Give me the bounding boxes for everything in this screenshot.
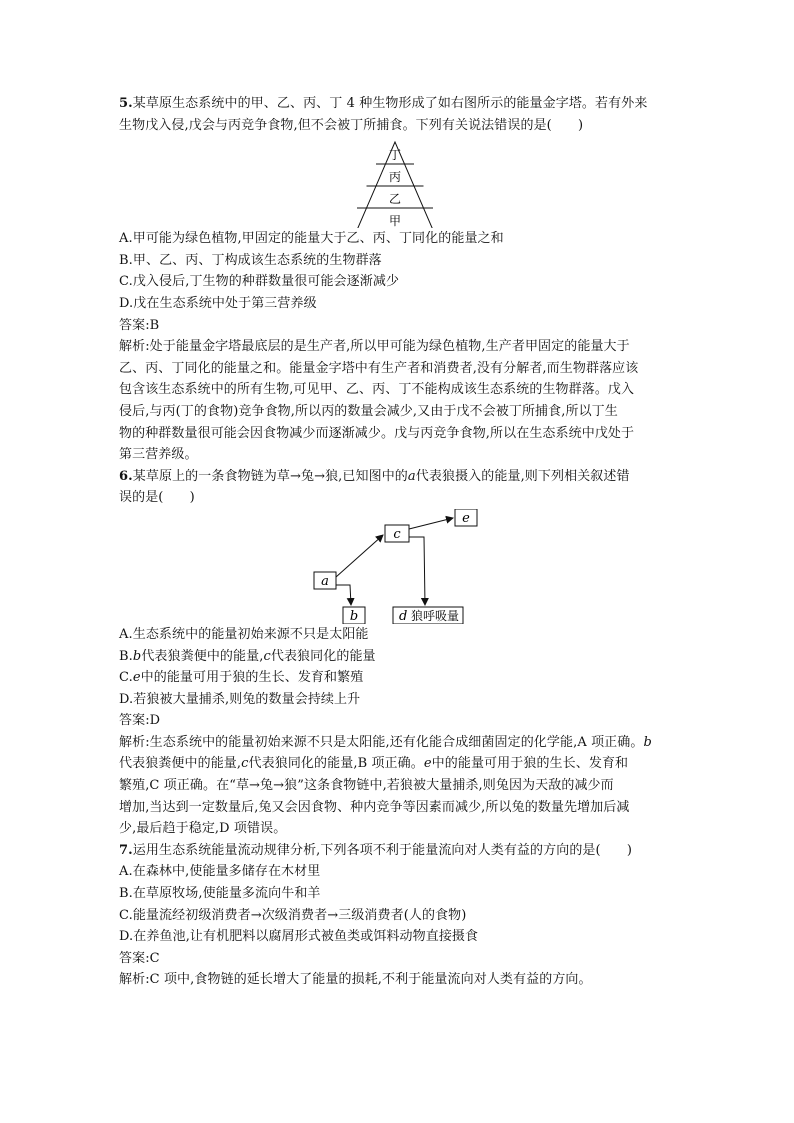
pyramid-level-jia: 甲 <box>388 214 402 229</box>
q5-analysis-line: 乙、丙、丁同化的能量之和。能量金字塔中有生产者和消费者,没有分解者,而生物群落应该 <box>119 360 639 376</box>
svg-text:a: a <box>321 573 329 589</box>
q5-option-b: B.甲、乙、丙、丁构成该生态系统的生物群落 <box>119 252 382 268</box>
document-page <box>119 93 697 991</box>
q7-option-c: C.能量流经初级消费者→次级消费者→三级消费者(人的食物) <box>119 907 467 923</box>
q5-analysis-line: 物的种群数量很可能会因食物减少而逐渐减少。戊与丙竞争食物,所以在生态系统中戊处于 <box>119 425 635 441</box>
svg-text:c: c <box>393 526 401 542</box>
q7-stem: 7.运用生态系统能量流动规律分析,下列各项不利于能量流向对人类有益的方向的是( ) <box>119 842 633 858</box>
q6-option-c: C.e中的能量可用于狼的生长、发育和繁殖 <box>119 670 364 686</box>
arrow-c-to-e <box>409 518 453 529</box>
q6-option-d: D.若狼被大量捕杀,则兔的数量会持续上升 <box>119 691 361 707</box>
pyramid-level-ding: 丁 <box>388 148 402 163</box>
q5-stem-line-2: 生物戊入侵,戊会与丙竞争食物,但不会被丁所捕食。下列有关说法错误的是( ) <box>119 117 584 133</box>
q5-analysis-line: 侵后,与丙(丁的食物)竞争食物,所以丙的数量会减少,又由于戊不会被丁所捕食,所以丁生 <box>119 403 618 419</box>
q6-number: 6. <box>119 468 133 484</box>
q7-option-d: D.在养鱼池,让有机肥料以腐屑形式被鱼类或饵料动物直接摄食 <box>119 929 479 945</box>
q6-stem-line-1: 6.某草原上的一条食物链为草→兔→狼,已知图中的a代表狼摄入的能量,则下列相关叙述错 <box>119 468 630 484</box>
q6-analysis-line: 解析:生态系统中的能量初始来源不只是太阳能,还有化能合成细菌固定的化学能,A 项正确。b <box>119 734 652 750</box>
q6-option-a: A.生态系统中的能量初始来源不只是太阳能 <box>119 626 369 642</box>
q7-number: 7. <box>119 842 133 858</box>
q6-analysis-line: 增加,当达到一定数量后,兔又会因食物、种内竞争等因素而减少,所以兔的数量先增加后减 <box>119 799 630 815</box>
q6-analysis-line: 少,最后趋于稳定,D 项错误。 <box>119 821 287 837</box>
q7-option-b: B.在草原牧场,使能量多流向牛和羊 <box>119 886 321 902</box>
energy-pyramid <box>119 136 697 228</box>
q6-analysis-line: 代表狼粪便中的能量,c代表狼同化的能量,B 项正确。e中的能量可用于狼的生长、发育和 <box>119 756 629 772</box>
arrow-c-to-d <box>409 537 425 605</box>
q7-analysis: 解析:C 项中,食物链的延长增大了能量的损耗,不利于能量流向对人类有益的方向。 <box>119 972 592 988</box>
pyramid-level-yi: 乙 <box>388 192 402 207</box>
q5-option-a: A.甲可能为绿色植物,甲固定的能量大于乙、丙、丁同化的能量之和 <box>119 231 504 247</box>
svg-text:e: e <box>462 510 470 526</box>
arrow-a-to-b <box>336 585 351 605</box>
svg-text:d: d <box>399 608 408 624</box>
q5-stem-line-1: 5.某草原生态系统中的甲、乙、丙、丁 4 种生物形成了如右图所示的能量金字塔。若有外来 <box>119 96 648 111</box>
q6-option-b: B.b代表狼粪便中的能量,c代表狼同化的能量 <box>119 648 376 664</box>
q5-option-d: D.戊在生态系统中处于第三营养级 <box>119 295 317 311</box>
q6-answer: 答案:D <box>119 713 161 729</box>
energy-flow-diagram-figure <box>119 509 697 624</box>
pyramid-level-bing: 丙 <box>388 170 402 185</box>
q5-analysis-line: 包含该生态系统中的所有生物,可见甲、乙、丙、丁不能构成该生态系统的生物群落。戊入 <box>119 382 635 398</box>
arrow-a-to-c <box>336 535 383 577</box>
energy-pyramid-figure <box>119 136 697 228</box>
q6-stem-line-2: 误的是( ) <box>119 490 195 506</box>
svg-text:b: b <box>349 608 359 624</box>
q5-answer: 答案:B <box>119 317 160 333</box>
q5-number: 5. <box>119 96 133 111</box>
q5-option-c: C.戊入侵后,丁生物的种群数量很可能会逐渐减少 <box>119 274 400 290</box>
q7-answer: 答案:C <box>119 950 160 966</box>
box-d-label: 狼呼吸量 <box>411 608 460 623</box>
q6-analysis-line: 繁殖,C 项正确。在“草→兔→狼”这条食物链中,若狼被大量捕杀,则兔因为天敌的减少而 <box>119 778 614 794</box>
q7-option-a: A.在森林中,使能量多储存在木材里 <box>119 864 321 880</box>
q5-analysis-line: 第三营养级。 <box>119 447 198 463</box>
energy-flow-diagram <box>119 509 697 624</box>
q5-analysis-line: 解析:处于能量金字塔最底层的是生产者,所以甲可能为绿色植物,生产者甲固定的能量大于 <box>119 339 630 355</box>
